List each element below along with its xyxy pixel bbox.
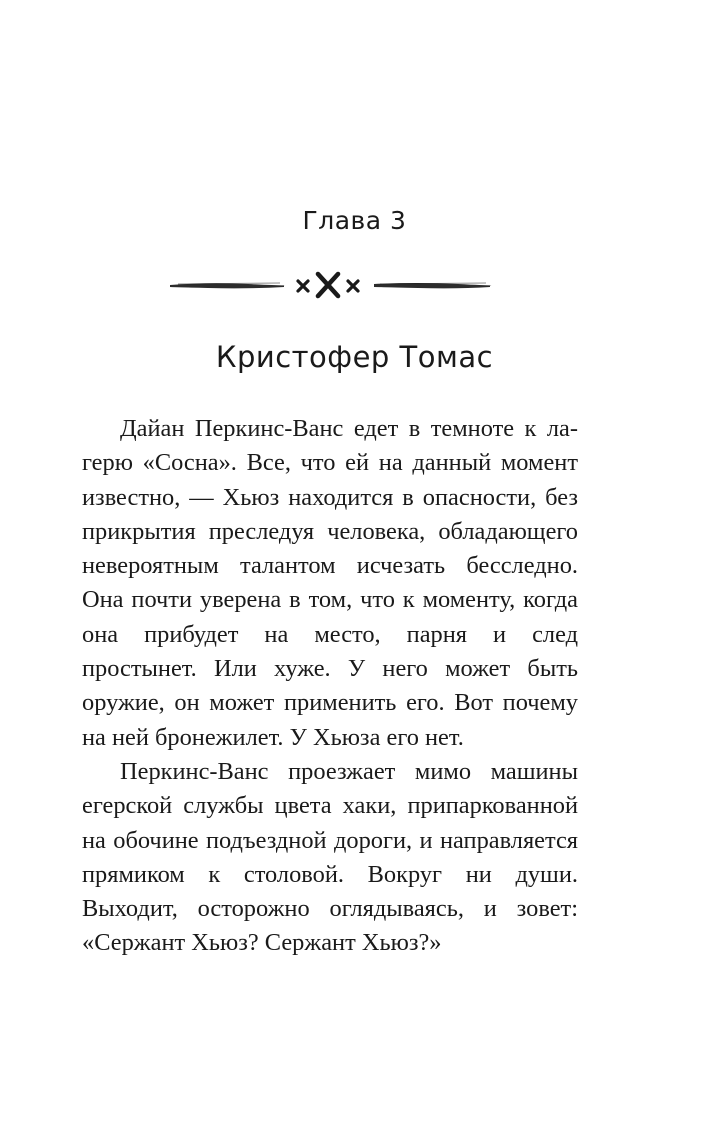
chapter-body [82, 412, 578, 961]
chapter-number: Глава 3 [302, 206, 407, 235]
paragraph-2: Перкинс-Ванс проезжает мимо машины егерской службы цвета хаки, припаркованной на обочине подъездной дороги, и направляется прямиком к столовой. Вокруг ни души. Выходит, осторожно оглядываясь, и зовет: «Сержант Хьюз? Сержант Хьюз?» [82, 757, 578, 957]
triple-cross-divider-icon [168, 268, 492, 302]
chapter-title: Кристофер Томас [215, 340, 494, 374]
paragraph-1: Дайан Перкинс-Ванс едет в темноте к лагерю «Сосна». Все, что ей на данный момент известно, — Хьюз находится в опасности, без прикрытия преследуя человека, обладающего невероятным талантом исчезать бесследно. Она почти уверена в том, что к моменту, когда она прибудет на место, парня и след простынет. Или хуже. У него может быть оружие, он может применить его. Вот почему на ней бронежилет. У Хьюза его нет. [82, 415, 578, 751]
